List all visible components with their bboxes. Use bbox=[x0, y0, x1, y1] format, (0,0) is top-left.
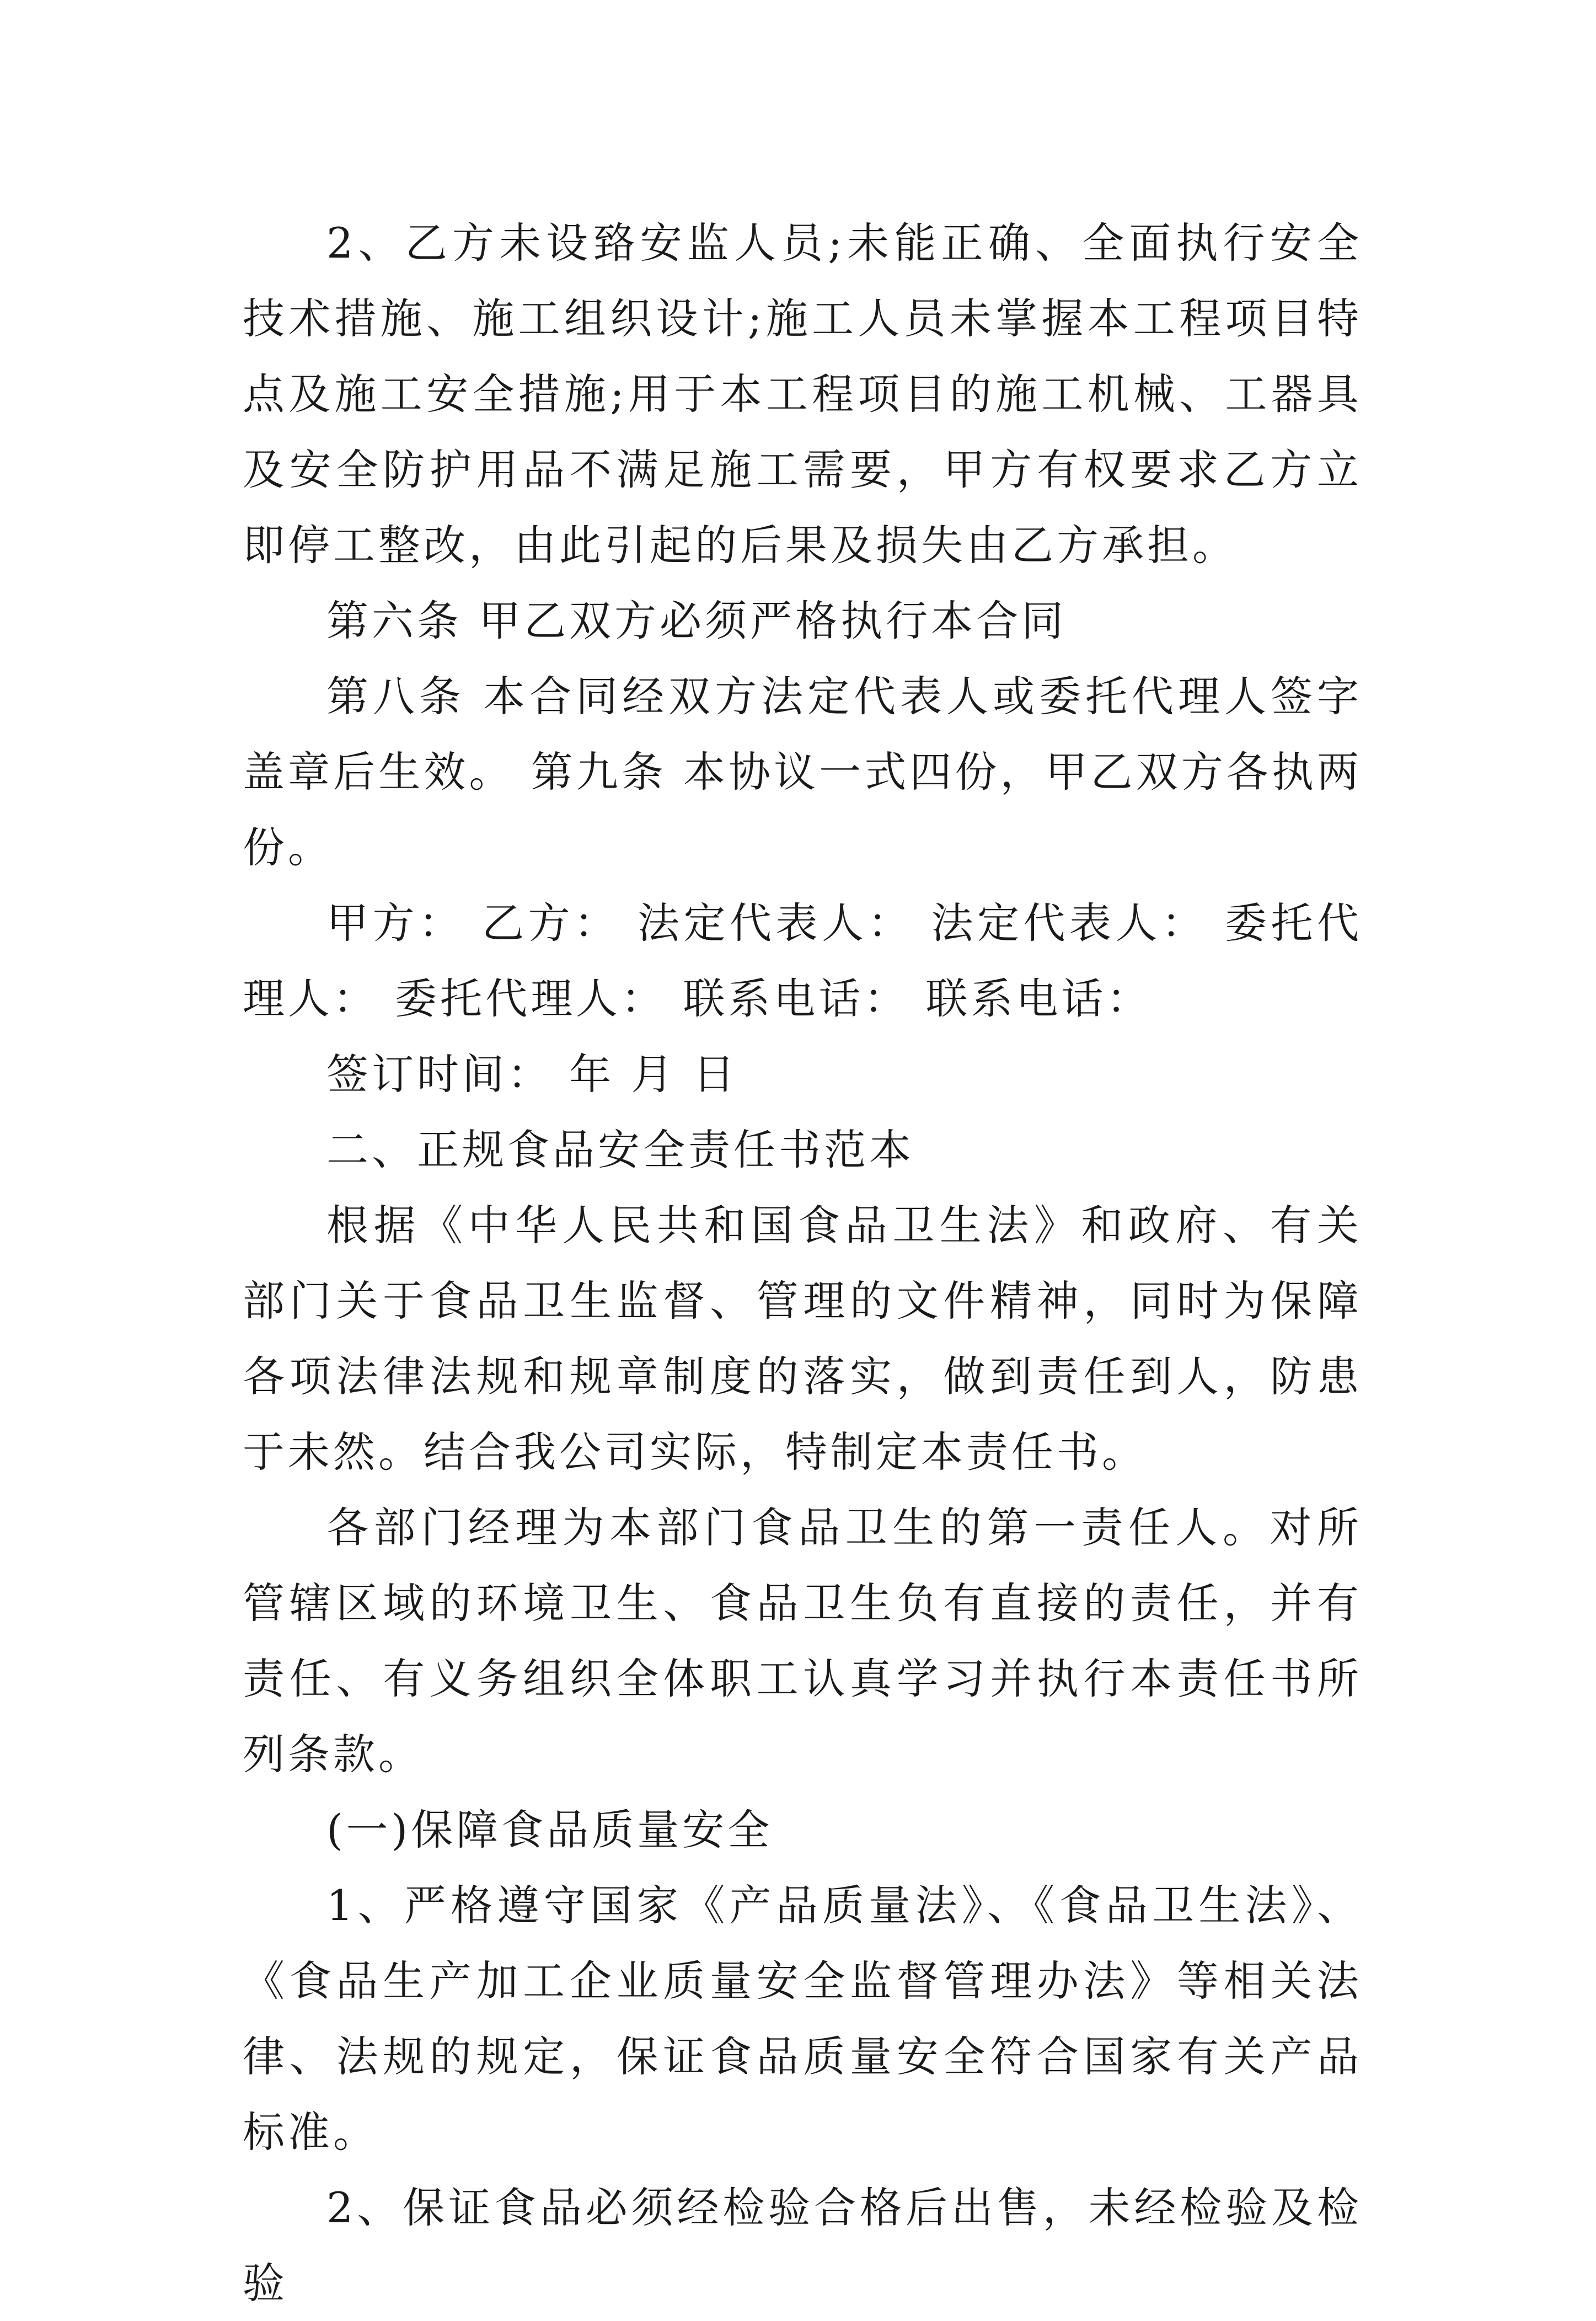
paragraph-signing-date: 签订时间： 年 月 日 bbox=[326, 1050, 738, 1099]
paragraph-department-responsibility: 各部门经理为本部门食品卫生的第一责任人。对所管辖区域的环境卫生、食品卫生负有直接的责任，并有责任、有义务组织全体职工认真学习并执行本责任书所列条款。 bbox=[243, 1503, 1362, 1779]
paragraph-violation-clause: 2、乙方未设臵安监人员;未能正确、全面执行安全技术措施、施工组织设计;施工人员未掌握本工程项目特点及施工安全措施;用于本工程项目的施工机械、工器具及安全防护用品不满足施工需要，甲方有权要求乙方立即停工整改，由此引起的后果及损失由乙方承担。 bbox=[243, 218, 1362, 570]
paragraph-item-two: 2、保证食品必须经检验合格后出售，未经检验及检验 bbox=[243, 2183, 1362, 2308]
section-heading-food-safety: 二、正规食品安全责任书范本 bbox=[326, 1125, 914, 1174]
subheading-quality-safety: (一)保障食品质量安全 bbox=[326, 1805, 773, 1854]
paragraph-signatories: 甲方： 乙方： 法定代表人： 法定代表人： 委托代理人： 委托代理人： 联系电话： 联系电话： bbox=[243, 899, 1362, 1023]
paragraph-article-six: 第六条 甲乙双方必须严格执行本合同 bbox=[326, 596, 1067, 645]
paragraph-item-one: 1、严格遵守国家《产品质量法》、《食品卫生法》、《食品生产加工企业质量安全监督管理办法》等相关法律、法规的规定，保证食品质量安全符合国家有关产品标准。 bbox=[243, 1881, 1362, 2157]
paragraph-article-eight-nine: 第八条 本合同经双方法定代表人或委托代理人签字盖章后生效。 第九条 本协议一式四份，甲乙双方各执两份。 bbox=[243, 672, 1362, 872]
paragraph-legal-basis: 根据《中华人民共和国食品卫生法》和政府、有关部门关于食品卫生监督、管理的文件精神，同时为保障各项法律法规和规章制度的落实，做到责任到人，防患于未然。结合我公司实际，特制定本责任书。 bbox=[243, 1201, 1362, 1477]
document-body bbox=[243, 205, 1362, 2321]
